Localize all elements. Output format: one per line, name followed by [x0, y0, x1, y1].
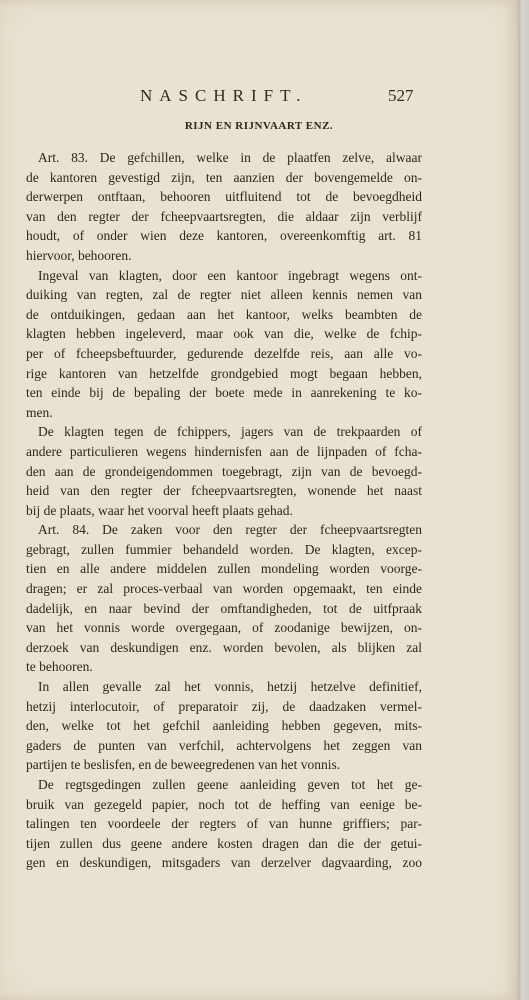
text-line: tien en alle andere middelen zullen mondeling worden voorge- [26, 561, 422, 577]
text-line: derwerpen ontftaan, behooren uitfluitend tot de bevoegdheid [26, 189, 422, 205]
text-line: In allen gevalle zal het vonnis, hetzij hetzelve definitief, [38, 679, 422, 695]
text-line: den, welke tot het gefchil aanleiding hebben gegeven, mits- [26, 718, 422, 734]
text-line: Ingeval van klagten, door een kantoor ingebragt wegens ont- [38, 267, 422, 283]
text-line: van den regter der fcheepvaartsregten, die aldaar zijn verblijf [26, 208, 422, 224]
running-head: NASCHRIFT. [140, 86, 308, 105]
text-line: te behooren. [26, 659, 93, 675]
text-line: dadelijk, en naar bevind der omftandigheden, tot de uitfpraak [26, 600, 422, 616]
text-line: dragen; er zal proces-verbaal van worden opgemaakt, ten einde [26, 581, 422, 597]
text-line: gaders de punten van verfchil, achtervolgens het zeggen van [26, 737, 422, 753]
text-line: heid van den regter der fcheepvaartsregten, wonende het naast [26, 483, 422, 499]
text-line: De regtsgedingen zullen geene aanleiding geven tot het ge- [38, 777, 422, 792]
text-line: partijen te beslisfen, en de beweegredenen van het vonnis. [26, 757, 341, 773]
text-line: houdt, of onder wien deze kantoren, overeenkomftig art. 81 [26, 228, 422, 244]
section-title: RIJN EN RIJNVAART ENZ. [184, 120, 334, 132]
text-line: Art. 84. De zaken voor den regter der fcheepvaartsregten [38, 522, 422, 538]
text-line: klagten hebben ingeleverd, maar ook van die, welke de fchip- [26, 326, 422, 342]
text-line: den aan de grondeigendommen toegebragt, zijn van de bevoegd- [26, 463, 422, 479]
text-line: gebragt, zullen fummier behandeld worden. De klagten, excep- [26, 541, 422, 557]
text-line: de kantoren gevestigd zijn, ten aanzien der bovengemelde on- [26, 169, 422, 185]
text-line: bruik van gezegeld papier, noch tot de heffing van eenige be- [26, 796, 422, 812]
body-text [26, 148, 422, 873]
page-header [0, 80, 518, 110]
text-line: bij de plaats, waar het voorval heeft plaats gehad. [26, 502, 293, 518]
text-line: tijen zullen dus geene andere kosten dragen dan die der getui- [26, 835, 422, 851]
text-line: per of fcheepsbeftuurder, gedurende dezelfde reis, aan alle vo- [26, 345, 422, 361]
text-line: hiervoor, behooren. [26, 247, 132, 263]
text-line: talingen ten voordeele der regters of van hunne griffiers; par- [26, 816, 422, 832]
page-number: 527 [388, 86, 414, 105]
text-line: gen en deskundigen, mitsgaders van derzelver dagvaarding, zoo [26, 855, 422, 871]
text-line: De klagten tegen de fchippers, jagers van de trekpaarden of [38, 424, 422, 440]
text-line: derzoek van deskundigen enz. worden bevolen, als blijken zal [26, 639, 422, 655]
text-line: van het vonnis worde overgegaan, of zoodanige bewijzen, on- [26, 620, 422, 636]
page-edge [518, 0, 529, 1000]
text-line: ten einde bij de bepaling der boete mede in aanrekening te ko- [26, 385, 422, 401]
text-line: andere particulieren wegens hindernisfen aan de lijnpaden of fcha- [26, 443, 422, 459]
text-line: duiking van regten, zal de regter niet alleen kennis nemen van [26, 287, 422, 303]
text-line: men. [26, 404, 53, 420]
text-line: hetzij interlocutoir, of preparatoir zij, de daadzaken vermel- [26, 698, 422, 714]
text-line: Art. 83. De gefchillen, welke in de plaatfen zelve, alwaar [38, 150, 422, 165]
text-line: rige kantoren van hetzelfde grondgebied mogt begaan hebben, [26, 365, 422, 381]
text-line: de ontduikingen, gedaan aan het kantoor, welks beambten de [26, 306, 422, 322]
